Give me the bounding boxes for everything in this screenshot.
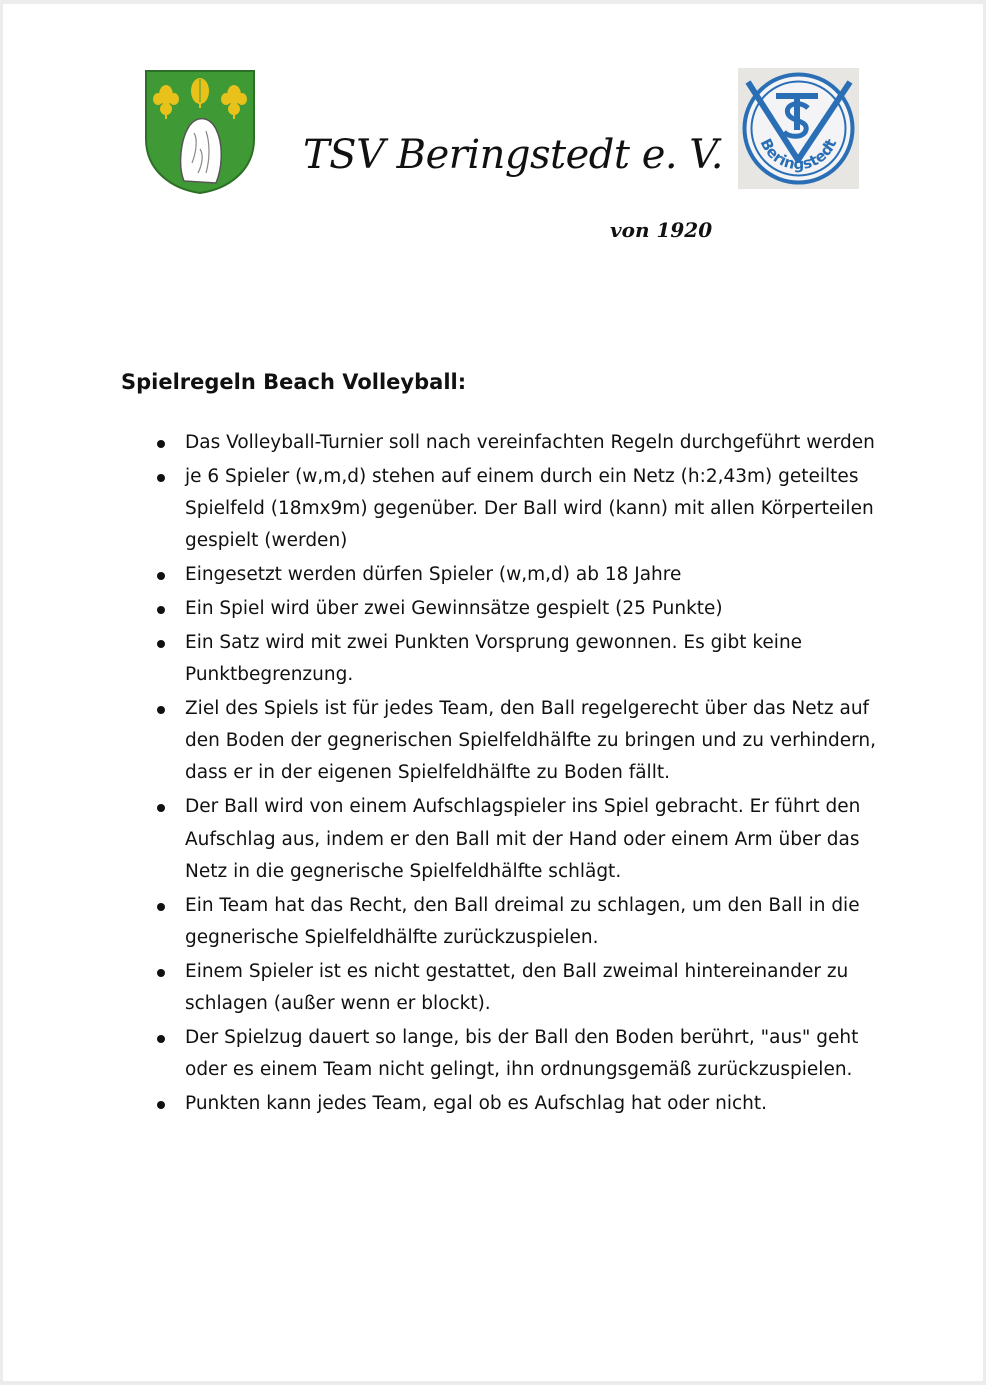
list-item [185, 693, 885, 790]
bullet-icon [157, 474, 165, 482]
list-item [185, 791, 885, 888]
bullet-icon [157, 572, 165, 580]
list-item [185, 593, 885, 625]
rule-text: Einem Spieler ist es nicht gestattet, den Ball zweimal hintereinander zu schlagen (außer wenn er blockt). [185, 960, 849, 1015]
list-item [185, 559, 885, 591]
document-page [3, 4, 983, 1381]
list-item [185, 461, 885, 558]
club-badge-logo [738, 68, 859, 189]
bullet-icon [157, 969, 165, 977]
bullet-icon [157, 1035, 165, 1043]
founded-year: von 1920 [610, 218, 713, 242]
club-name-title: TSV Beringstedt e. V. [303, 132, 723, 178]
list-item [185, 627, 885, 692]
rule-text: Ein Spiel wird über zwei Gewinnsätze gespielt (25 Punkte) [185, 597, 723, 619]
bullet-icon [157, 903, 165, 911]
list-item [185, 890, 885, 955]
rule-text: Der Spielzug dauert so lange, bis der Ball den Boden berührt, "aus" geht oder es einem Team nicht gelingt, ihn ordnungsgemäß zurückzuspielen. [185, 1026, 859, 1081]
rules-list [185, 427, 885, 1122]
bullet-icon [157, 606, 165, 614]
rule-text: Ziel des Spiels ist für jedes Team, den Ball regelgerecht über das Netz auf den Boden der gegnerischen Spielfeldhälfte zu bringen und zu verhindern, dass er in der eigenen Spielfeldhälfte zu Boden fällt. [185, 697, 877, 784]
rule-text: Eingesetzt werden dürfen Spieler (w,m,d) ab 18 Jahre [185, 564, 682, 586]
list-item [185, 1088, 885, 1120]
bullet-icon [157, 440, 165, 448]
rule-text: Ein Satz wird mit zwei Punkten Vorsprung gewonnen. Es gibt keine Punktbegrenzung. [185, 631, 803, 686]
rule-text: je 6 Spieler (w,m,d) stehen auf einem durch ein Netz (h:2,43m) geteiltes Spielfeld (18mx9m) gegenüber. Der Ball wird (kann) mit allen Körperteilen gespielt (werden) [185, 465, 874, 552]
bullet-icon [157, 1101, 165, 1109]
coat-of-arms-logo [144, 69, 256, 195]
list-item [185, 427, 885, 459]
list-item [185, 1022, 885, 1087]
rule-text: Ein Team hat das Recht, den Ball dreimal zu schlagen, um den Ball in die gegnerische Spielfeldhälfte zurückzuspielen. [185, 894, 860, 948]
list-item [185, 956, 885, 1021]
section-heading: Spielregeln Beach Volleyball: [121, 370, 467, 394]
bullet-icon [157, 706, 165, 714]
bullet-icon [157, 640, 165, 648]
badge-text: Beringstedt [756, 135, 841, 174]
rule-text: Punkten kann jedes Team, egal ob es Aufschlag hat oder nicht. [185, 1092, 767, 1114]
rule-text: Der Ball wird von einem Aufschlagspieler ins Spiel gebracht. Er führt den Aufschlag aus, indem er den Ball mit der Hand oder einem Arm über das Netz in die gegnerische Spielfeldhälfte schlägt. [185, 796, 861, 882]
club-badge-icon [738, 68, 859, 189]
rule-text: Das Volleyball-Turnier soll nach vereinfachten Regeln durchgeführt werden [185, 432, 875, 453]
bullet-icon [157, 804, 165, 812]
